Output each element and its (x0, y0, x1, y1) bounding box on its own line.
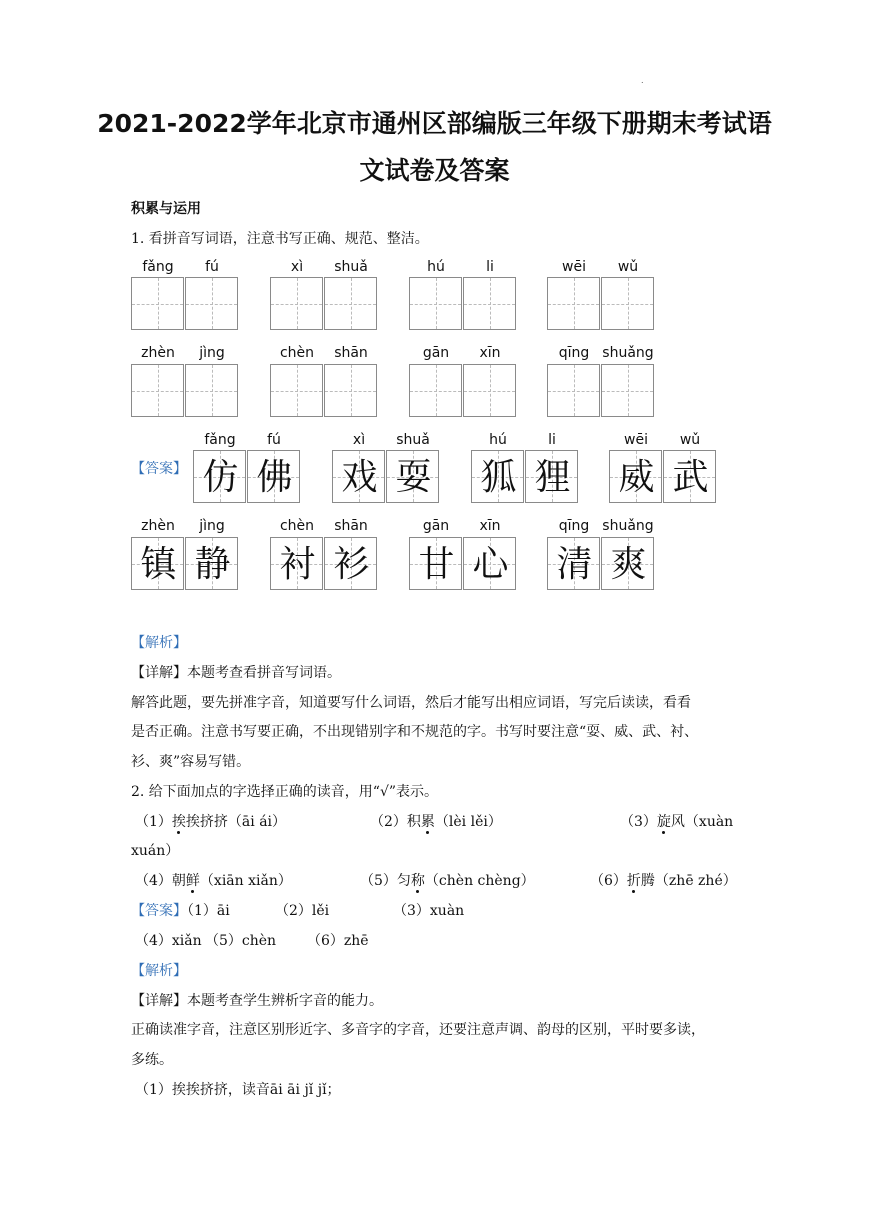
q2-item-pre: 匀 (396, 873, 411, 889)
q1-detail-label: 【详解】 (131, 665, 187, 681)
pinyin-label: jìng (199, 345, 225, 361)
pinyin-label: wǔ (679, 432, 701, 448)
pinyin-label: gān (422, 345, 450, 361)
pinyin-label: xīn (479, 345, 501, 361)
answer-char: 清 (556, 544, 593, 585)
q1-explain-2: 是否正确。注意书写要正确，不出现错别字和不规范的字。书写时要注意“耍、威、武、衬、 (131, 724, 699, 740)
pinyin-label: zhèn (141, 518, 175, 534)
answer-grid-cell (525, 450, 578, 503)
page-title-line-1: 2021-2022学年北京市通州区部编版三年级下册期末考试语 (97, 109, 772, 138)
q2-item-3 (620, 811, 733, 831)
writing-grid-cell (270, 277, 323, 330)
answer-char: 戏 (341, 457, 378, 498)
answer-char: 武 (672, 457, 709, 498)
answer-grid-cell (332, 450, 385, 503)
answer-grid-cell (270, 537, 323, 590)
q2-prompt: 2. 给下面加点的字选择正确的读音，用“√”表示。 (131, 784, 439, 800)
q2-answer-item: （4）xiǎn (135, 933, 202, 949)
q1-explain-3: 衫、爽”容易写错。 (131, 754, 251, 770)
pinyin-label: qīng (558, 345, 590, 361)
writing-grid-cell (409, 364, 462, 417)
q2-detail (131, 990, 383, 1010)
answer-char: 衬 (279, 544, 316, 585)
q2-item-pre: 朝 (171, 873, 186, 889)
dotted-char: 挨 (172, 811, 186, 831)
q1-detail-text: 本题考查看拼音写词语。 (187, 665, 341, 681)
q2-answer-row-2 (135, 930, 369, 950)
q2-answer-item: （3）xuàn (393, 903, 465, 919)
answer-char: 耍 (395, 457, 432, 498)
q2-explain-1: 正确读准字音，注意区别形近字、多音字的字音，还要注意声调、韵母的区别，平时要多读， (131, 1022, 705, 1038)
answer-char: 心 (472, 544, 509, 585)
writing-grid-cell (324, 364, 377, 417)
q2-explain-3: （1）挨挨挤挤，读音āi āi jǐ jǐ； (135, 1082, 341, 1098)
q1-explain-1: 解答此题，要先拼准字音，知道要写什么词语，然后才能写出相应词语，写完后读读，看看 (131, 695, 691, 711)
pinyin-label: fú (205, 259, 219, 275)
q2-item-post: 风（xuàn (670, 814, 734, 830)
q2-answer-item: （1）āi (187, 903, 230, 919)
q2-detail-text: 本题考查学生辨析字音的能力。 (187, 993, 383, 1009)
pinyin-label: gān (422, 518, 450, 534)
q2-item-3-wrap: xuán） (131, 843, 180, 859)
answer-grid-cell (609, 450, 662, 503)
pinyin-label: fú (267, 432, 281, 448)
q2-item-post: （xiān xiǎn） (199, 873, 292, 889)
q2-item-num: （5） (360, 873, 397, 889)
answer-char: 镇 (140, 544, 177, 585)
writing-grid-cell (324, 277, 377, 330)
section-heading: 积累与运用 (131, 201, 201, 217)
pinyin-label: shān (334, 345, 368, 361)
pinyin-label: xīn (479, 518, 501, 534)
dotted-char: 称 (411, 870, 425, 890)
q2-item-post: 挨挤挤（āi ái） (185, 814, 287, 830)
q2-item-post: 腾（zhē zhé） (640, 873, 737, 889)
pinyin-label: xì (352, 432, 366, 448)
writing-grid-cell (185, 364, 238, 417)
dotted-char: 累 (421, 811, 435, 831)
writing-grid-cell (270, 364, 323, 417)
pinyin-label: shuǎ (396, 432, 430, 448)
answer-grid-cell (386, 450, 439, 503)
pinyin-label: wǔ (617, 259, 639, 275)
pinyin-label: li (486, 259, 494, 275)
pinyin-label: fǎng (142, 259, 174, 275)
q1-answer-label: 【答案】 (131, 461, 187, 477)
q2-item-2 (370, 811, 502, 831)
q2-item-5 (360, 870, 535, 890)
answer-char: 仿 (202, 457, 239, 498)
pinyin-label: shuǎng (602, 518, 654, 534)
q2-item-6 (590, 870, 737, 890)
pinyin-label: zhèn (141, 345, 175, 361)
q2-answer-item: （5）chèn (205, 933, 277, 949)
writing-grid-cell (409, 277, 462, 330)
answer-char: 狸 (534, 457, 571, 498)
q2-answer-item: （6）zhē (307, 933, 369, 949)
pinyin-label: chèn (279, 345, 315, 361)
pinyin-label: chèn (279, 518, 315, 534)
writing-grid-cell (547, 277, 600, 330)
dotted-char: 鲜 (186, 870, 200, 890)
writing-grid-cell (131, 277, 184, 330)
answer-grid-cell (324, 537, 377, 590)
q2-item-4 (135, 870, 292, 890)
answer-grid-cell (547, 537, 600, 590)
writing-grid-cell (463, 277, 516, 330)
answer-grid-cell (601, 537, 654, 590)
writing-grid-cell (547, 364, 600, 417)
q2-item-1 (135, 811, 286, 831)
answer-grid-cell (131, 537, 184, 590)
pinyin-label: shuǎ (334, 259, 368, 275)
q1-analysis-label: 【解析】 (131, 635, 187, 651)
answer-grid-cell (463, 537, 516, 590)
q2-item-num: （3） (620, 814, 657, 830)
writing-grid-cell (463, 364, 516, 417)
q2-analysis-label: 【解析】 (131, 963, 187, 979)
q2-item-num: （2） (370, 814, 407, 830)
writing-grid-cell (601, 277, 654, 330)
q2-item-num: （4） (135, 873, 172, 889)
pinyin-label: wēi (562, 259, 586, 275)
q2-detail-label: 【详解】 (131, 993, 187, 1009)
answer-char: 甘 (418, 544, 455, 585)
q2-item-num: （1） (135, 814, 172, 830)
pinyin-label: jìng (199, 518, 225, 534)
writing-grid-cell (601, 364, 654, 417)
answer-char: 爽 (610, 544, 647, 585)
pinyin-label: shuǎng (602, 345, 654, 361)
q2-item-pre: 积 (406, 814, 421, 830)
pinyin-label: wēi (624, 432, 648, 448)
dotted-char: 旋 (657, 811, 671, 831)
pinyin-label: fǎng (204, 432, 236, 448)
pinyin-label: li (548, 432, 556, 448)
writing-grid-cell (131, 364, 184, 417)
q2-item-post: （lèi lěi） (434, 814, 502, 830)
pinyin-label: qīng (558, 518, 590, 534)
q2-answer-row-1 (131, 900, 465, 920)
q2-item-post: （chèn chèng） (424, 873, 535, 889)
answer-char: 狐 (480, 457, 517, 498)
q2-item-num: （6） (590, 873, 627, 889)
page-title-line-2: 文试卷及答案 (359, 156, 510, 185)
pinyin-label: hú (489, 432, 507, 448)
answer-grid-cell (471, 450, 524, 503)
answer-char: 佛 (256, 457, 293, 498)
pinyin-label: hú (427, 259, 445, 275)
answer-grid-cell (409, 537, 462, 590)
dotted-char: 折 (627, 870, 641, 890)
answer-char: 威 (618, 457, 655, 498)
q1-prompt: 1. 看拼音写词语，注意书写正确、规范、整洁。 (131, 231, 429, 247)
q2-explain-2: 多练。 (131, 1052, 173, 1068)
answer-grid-cell (193, 450, 246, 503)
q1-detail (131, 662, 341, 682)
answer-char: 静 (194, 544, 231, 585)
q2-answer-item: （2）lěi (275, 903, 330, 919)
answer-grid-cell (185, 537, 238, 590)
answer-grid-cell (247, 450, 300, 503)
answer-char: 衫 (333, 544, 370, 585)
pinyin-label: shān (334, 518, 368, 534)
page-mark: . (641, 76, 644, 85)
pinyin-label: xì (290, 259, 304, 275)
q2-answer-label: 【答案】 (131, 903, 187, 919)
writing-grid-cell (185, 277, 238, 330)
answer-grid-cell (663, 450, 716, 503)
